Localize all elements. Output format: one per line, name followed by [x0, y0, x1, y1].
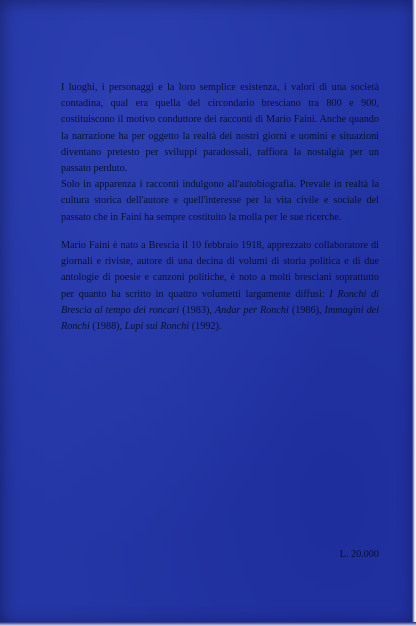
- blurb-paragraph-2: Solo in apparenza i racconti indulgono all'autobiografia. Prevale in realtà la cultura storica dell'autore e quell'interesse per la vita civile e sociale del passato che in Faini ha sempre costituito la molla per le sue ricerche.: [61, 179, 379, 223]
- book-year-1: (1983),: [182, 304, 212, 316]
- book-title-4: Lupi sui Ronchi: [124, 321, 190, 333]
- cover-edge-bottom: [0, 622, 416, 626]
- book-title-3: Immagini dei Ronchi: [61, 304, 380, 333]
- cover-edge-right: [412, 0, 416, 626]
- blurb-paragraph-1: I luoghi, i personaggi e la loro semplice esistenza, i valori di una società contadina, qual era quella del circondario bresciano tra 800 e 900, costituiscono il motivo conduttore dei racconti di Mario Faini. Anche quando la narrazione ha per oggetto la realtà dei nostri giorni e uomini e situazioni diventano pretesto per sviluppi paradossali, raffiora la nostalgia per un passato perduto.: [61, 82, 379, 175]
- book-year-2: (1986),: [291, 304, 322, 316]
- price-label: L. 20.000: [339, 549, 379, 560]
- book-year-3: (1988),: [92, 321, 123, 333]
- blurb-text: [61, 80, 379, 226]
- author-bio-intro: Mario Faini è nato a Brescia il 10 febbraio 1918, apprezzato collaboratore di giornali e riviste, autore di una decina di volumi di storia politica e di due antologie di poesie e canzoni politiche, è noto a molti bresciani soprattutto per quanto ha scritto in quattro volumetti largamente diffusi:: [61, 240, 379, 300]
- author-bio-paragraph: [61, 238, 379, 335]
- book-title-2: Andar per Ronchi: [214, 304, 289, 316]
- book-year-4: (1992).: [191, 321, 222, 333]
- author-bio: [61, 238, 379, 335]
- book-title-1: I Ronchi di Brescia al tempo dei roncari: [61, 288, 379, 316]
